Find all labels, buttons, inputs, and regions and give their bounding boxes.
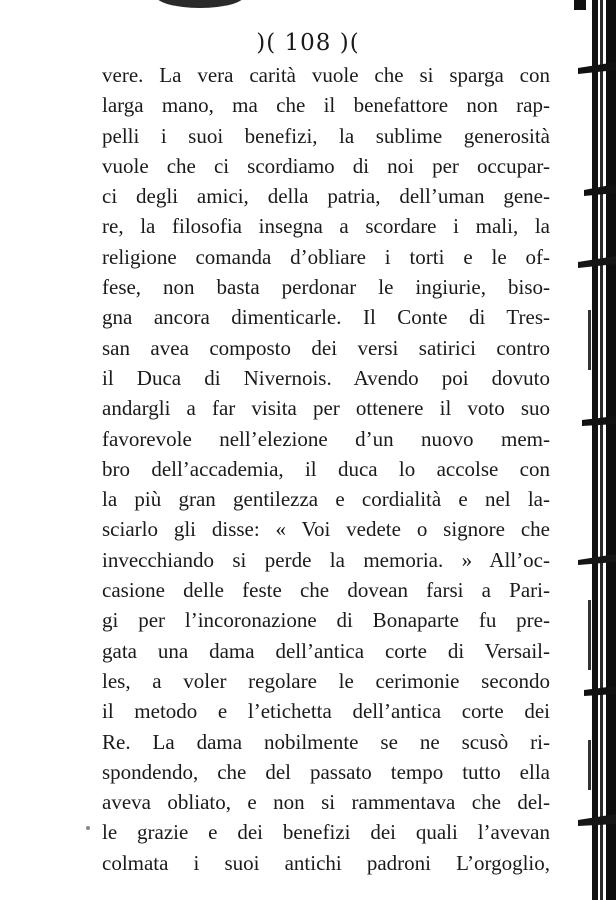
text-line: il metodo e l’etichetta dell’antica corte dei bbox=[102, 699, 550, 724]
text-line: gata una dama dell’antica corte di Versail- bbox=[102, 638, 550, 663]
page-number: )( 108 )( bbox=[256, 30, 360, 56]
text-line: pelli i suoi benefizi, la sublime generosità bbox=[102, 123, 550, 148]
text-line: invecchiando si perde la memoria. » All’oc- bbox=[102, 547, 550, 572]
text-line: il Duca di Nivernois. Avendo poi dovuto bbox=[102, 365, 550, 390]
text-line: gi per l’incoronazione di Bonaparte fu pre- bbox=[102, 608, 550, 633]
binding-edge-graphic bbox=[578, 0, 616, 900]
scan-shadow bbox=[155, 0, 245, 8]
text-line: le grazie e dei benefizi dei quali l’avevan bbox=[102, 820, 550, 845]
text-line: vuole che ci scordiamo di noi per occupar- bbox=[102, 153, 550, 178]
text-line: andargli a far visita per ottenere il voto suo bbox=[102, 396, 550, 421]
text-line: aveva obliato, e non si rammentava che del- bbox=[102, 790, 550, 815]
text-line: bro dell’accademia, il duca lo accolse con bbox=[102, 456, 550, 481]
text-line: gna ancora dimenticarle. Il Conte di Tres- bbox=[102, 305, 550, 330]
text-line: sciarlo gli disse: « Voi vedete o signore che bbox=[102, 517, 550, 542]
text-line: spondendo, che del passato tempo tutto ella bbox=[102, 759, 550, 784]
text-line: religione comanda d’obliare i torti e le of- bbox=[102, 244, 550, 269]
text-line: les, a voler regolare le cerimonie secondo bbox=[102, 668, 550, 693]
text-line: re, la filosofia insegna a scordare i mali, la bbox=[102, 214, 550, 239]
binding-edge bbox=[578, 0, 616, 900]
text-line: favorevole nell’elezione d’un nuovo mem- bbox=[102, 426, 550, 451]
text-line: vere. La vera carità vuole che si sparga con bbox=[102, 63, 550, 87]
text-line: casione delle feste che dovean farsi a Pari- bbox=[102, 578, 550, 603]
scan-speck bbox=[86, 826, 90, 830]
text-line: san avea composto dei versi satirici contro bbox=[102, 335, 550, 360]
body-text bbox=[102, 60, 550, 878]
text-line: ci degli amici, della patria, dell’uman gene- bbox=[102, 184, 550, 209]
text-line: larga mano, ma che il benefattore non rap- bbox=[102, 93, 550, 118]
text-line: la più gran gentilezza e cordialità e nel la- bbox=[102, 487, 550, 512]
text-line: fese, non basta perdonar le ingiurie, biso- bbox=[102, 275, 550, 300]
text-line: Re. La dama nobilmente se ne scusò ri- bbox=[102, 729, 550, 754]
text-line: colmata i suoi antichi padroni L’orgoglio, bbox=[102, 850, 550, 875]
